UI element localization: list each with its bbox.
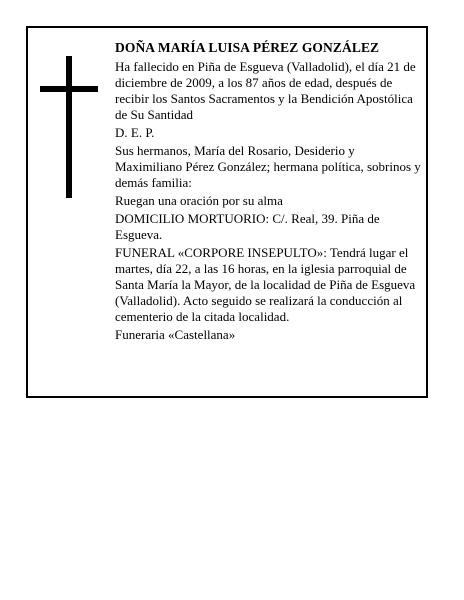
prayer-line: Ruegan una oración por su alma xyxy=(115,193,283,208)
notice-text xyxy=(115,40,425,345)
funeral-home: Funeraria «Castellana» xyxy=(115,327,236,342)
obituary-notice xyxy=(26,26,428,398)
deceased-name: DOÑA MARÍA LUISA PÉREZ GONZÁLEZ xyxy=(115,40,380,55)
death-info: Ha fallecido en Piña de Esgueva (Valladolid), el día 21 de diciembre de 2009, a los 87 años de edad, después de recibir los Santos Sacramentos y la Bendición Apostólica de Su Santidad xyxy=(115,59,416,122)
funeral-line: FUNERAL «CORPORE INSEPULTO»: Tendrá lugar el martes, día 22, a las 16 horas, en la iglesia parroquial de Santa María la Mayor, de la localidad de Piña de Esgueva (Valladolid). Acto seguido se realizará la conducción al cementerio de la citada localidad. xyxy=(115,245,416,324)
cross-horizontal-bar xyxy=(40,86,98,92)
family-line: Sus hermanos, María del Rosario, Desiderio y Maximiliano Pérez González; hermana política, sobrinos y demás familia: xyxy=(115,143,421,190)
domicile-line: DOMICILIO MORTUORIO: C/. Real, 39. Piña de Esgueva. xyxy=(115,211,380,242)
dep-line: D. E. P. xyxy=(115,125,155,140)
cross-icon xyxy=(40,56,98,198)
cross-vertical-bar xyxy=(66,56,72,198)
